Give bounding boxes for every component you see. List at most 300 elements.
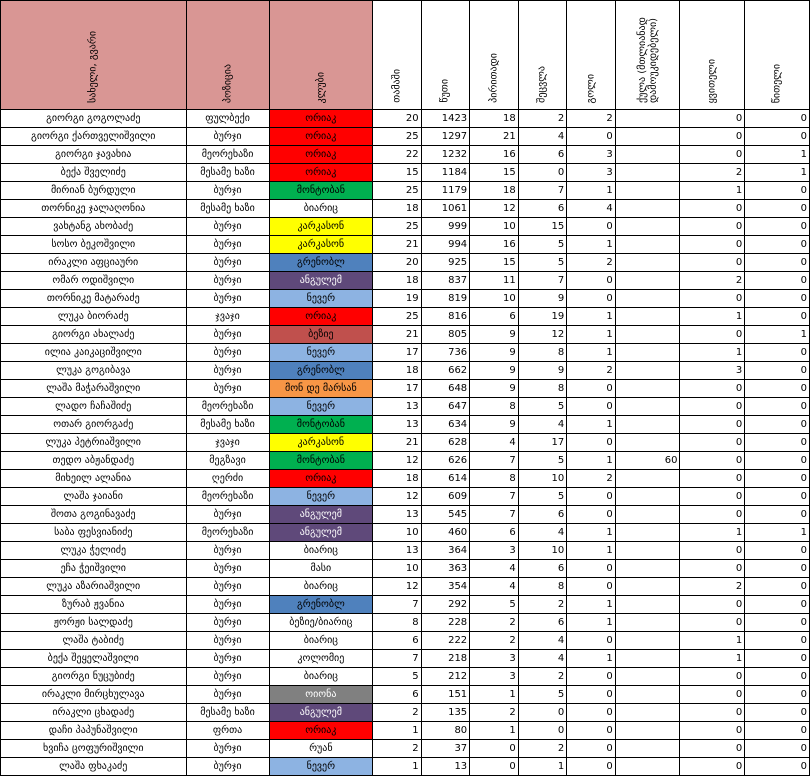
games-cell: 21 — [373, 326, 422, 344]
goals-cell: 1 — [567, 596, 616, 614]
red-cards-cell: 0 — [745, 668, 810, 686]
subs-cell: 5 — [518, 254, 567, 272]
player-name-cell: ლადო ჩაჩაშიძე — [1, 398, 187, 416]
club-cell: ანგულემ — [269, 524, 373, 542]
red-cards-cell: 0 — [745, 290, 810, 308]
starts-cell: 18 — [470, 182, 519, 200]
games-cell: 12 — [373, 488, 422, 506]
points-cell — [615, 704, 680, 722]
player-name-cell: თედო აბჟანდაძე — [1, 452, 187, 470]
games-cell: 12 — [373, 578, 422, 596]
minutes-cell: 634 — [421, 416, 470, 434]
table-row — [1, 668, 810, 686]
player-name-cell: ილია კაიკაციშვილი — [1, 344, 187, 362]
table-row — [1, 128, 810, 146]
points-cell — [615, 434, 680, 452]
subs-cell: 4 — [518, 416, 567, 434]
goals-cell: 1 — [567, 542, 616, 560]
yellow-cards-cell: 2 — [680, 578, 745, 596]
position-cell: მესამე ხაზი — [186, 704, 269, 722]
header-games-label: თამაში — [391, 69, 403, 103]
minutes-cell: 222 — [421, 632, 470, 650]
club-cell: ორიაკ — [269, 308, 373, 326]
player-name-cell: ეჩა ჭეიშვილი — [1, 560, 187, 578]
minutes-cell: 662 — [421, 362, 470, 380]
club-cell: ოიონა — [269, 686, 373, 704]
header-points-label: ქულა (მთლიანად დამოუკიდებელი) — [636, 17, 659, 103]
position-cell: ჯვაჯი — [186, 434, 269, 452]
yellow-cards-cell: 0 — [680, 254, 745, 272]
table-row — [1, 560, 810, 578]
table-row — [1, 722, 810, 740]
red-cards-cell: 0 — [745, 488, 810, 506]
player-name-cell: ლაშა ტაბიძე — [1, 632, 187, 650]
subs-cell: 4 — [518, 650, 567, 668]
red-cards-cell: 0 — [745, 416, 810, 434]
goals-cell: 2 — [567, 362, 616, 380]
points-cell — [615, 326, 680, 344]
games-cell: 10 — [373, 524, 422, 542]
yellow-cards-cell: 1 — [680, 632, 745, 650]
minutes-cell: 460 — [421, 524, 470, 542]
subs-cell: 6 — [518, 146, 567, 164]
player-name-cell: ბექა შეყელაშვილი — [1, 650, 187, 668]
red-cards-cell: 0 — [745, 434, 810, 452]
club-cell: ბიარიც — [269, 668, 373, 686]
table-row — [1, 164, 810, 182]
points-cell — [615, 506, 680, 524]
goals-cell: 0 — [567, 506, 616, 524]
club-cell: გრენობლ — [269, 596, 373, 614]
club-cell: ანგულემ — [269, 272, 373, 290]
club-cell: ბიარიც — [269, 632, 373, 650]
club-cell: მასი — [269, 560, 373, 578]
subs-cell: 9 — [518, 290, 567, 308]
header-points — [615, 1, 680, 110]
club-cell: ნევერ — [269, 398, 373, 416]
starts-cell: 12 — [470, 200, 519, 218]
red-cards-cell: 0 — [745, 110, 810, 128]
points-cell — [615, 254, 680, 272]
points-cell — [615, 398, 680, 416]
games-cell: 20 — [373, 110, 422, 128]
red-cards-cell: 0 — [745, 560, 810, 578]
position-cell: ბურჯი — [186, 578, 269, 596]
points-cell — [615, 110, 680, 128]
player-name-cell: სოსო ბეკოშვილი — [1, 236, 187, 254]
club-cell: ორიაკ — [269, 110, 373, 128]
goals-cell: 2 — [567, 254, 616, 272]
points-cell — [615, 470, 680, 488]
yellow-cards-cell: 1 — [680, 344, 745, 362]
player-name-cell: მიხეილ ალანია — [1, 470, 187, 488]
player-name-cell: ლუკა ჭელიძე — [1, 542, 187, 560]
points-cell — [615, 146, 680, 164]
subs-cell: 10 — [518, 470, 567, 488]
position-cell: ბურჯი — [186, 344, 269, 362]
points-cell — [615, 524, 680, 542]
starts-cell: 8 — [470, 470, 519, 488]
table-row — [1, 182, 810, 200]
header-position-label: პოზიცია — [222, 63, 234, 103]
minutes-cell: 819 — [421, 290, 470, 308]
club-cell: მონ დე მარსან — [269, 380, 373, 398]
table-row — [1, 596, 810, 614]
position-cell: ბურჯი — [186, 686, 269, 704]
club-cell: ბიარიც — [269, 542, 373, 560]
red-cards-cell: 0 — [745, 128, 810, 146]
club-cell: კოლომიე — [269, 650, 373, 668]
red-cards-cell: 0 — [745, 740, 810, 758]
player-name-cell: გიორგი ქართველიშვილი — [1, 128, 187, 146]
position-cell: ბურჯი — [186, 218, 269, 236]
header-name — [1, 1, 187, 110]
position-cell: ბურჯი — [186, 290, 269, 308]
subs-cell: 2 — [518, 110, 567, 128]
goals-cell: 0 — [567, 740, 616, 758]
header-red-label: წითელი — [771, 63, 783, 103]
minutes-cell: 80 — [421, 722, 470, 740]
table-row — [1, 362, 810, 380]
starts-cell: 2 — [470, 614, 519, 632]
subs-cell: 5 — [518, 686, 567, 704]
starts-cell: 5 — [470, 596, 519, 614]
points-cell — [615, 614, 680, 632]
player-name-cell: შოთა გოგინავაძე — [1, 506, 187, 524]
player-name-cell: ლუკა აზარიაშვილი — [1, 578, 187, 596]
minutes-cell: 609 — [421, 488, 470, 506]
club-cell: ორიაკ — [269, 470, 373, 488]
starts-cell: 11 — [470, 272, 519, 290]
starts-cell: 3 — [470, 650, 519, 668]
yellow-cards-cell: 0 — [680, 452, 745, 470]
games-cell: 25 — [373, 308, 422, 326]
red-cards-cell: 1 — [745, 524, 810, 542]
starts-cell: 4 — [470, 578, 519, 596]
club-cell: ნევერ — [269, 290, 373, 308]
minutes-cell: 151 — [421, 686, 470, 704]
points-cell — [615, 218, 680, 236]
starts-cell: 7 — [470, 506, 519, 524]
starts-cell: 6 — [470, 308, 519, 326]
player-name-cell: ლაშა მაჭარაშვილი — [1, 380, 187, 398]
header-minutes-label: წუთი — [439, 79, 451, 103]
table-row — [1, 686, 810, 704]
header-games — [373, 1, 422, 110]
games-cell: 10 — [373, 560, 422, 578]
red-cards-cell: 0 — [745, 236, 810, 254]
club-cell: გრენობლ — [269, 362, 373, 380]
minutes-cell: 354 — [421, 578, 470, 596]
table-row — [1, 416, 810, 434]
player-name-cell: ირაკლი აფციაური — [1, 254, 187, 272]
points-cell — [615, 740, 680, 758]
red-cards-cell: 0 — [745, 254, 810, 272]
position-cell: ბურჯი — [186, 236, 269, 254]
goals-cell: 1 — [567, 452, 616, 470]
starts-cell: 9 — [470, 362, 519, 380]
red-cards-cell: 0 — [745, 596, 810, 614]
starts-cell: 8 — [470, 398, 519, 416]
subs-cell: 4 — [518, 128, 567, 146]
table-row — [1, 290, 810, 308]
points-cell — [615, 416, 680, 434]
position-cell: ბურჯი — [186, 632, 269, 650]
minutes-cell: 1297 — [421, 128, 470, 146]
minutes-cell: 1232 — [421, 146, 470, 164]
table-row — [1, 380, 810, 398]
player-name-cell: ირაკლი ცხადაძე — [1, 704, 187, 722]
header-goals — [567, 1, 616, 110]
goals-cell: 0 — [567, 560, 616, 578]
subs-cell: 7 — [518, 182, 567, 200]
subs-cell: 8 — [518, 578, 567, 596]
club-cell: ნევერ — [269, 488, 373, 506]
games-cell: 20 — [373, 254, 422, 272]
position-cell: ბურჯი — [186, 506, 269, 524]
points-cell — [615, 668, 680, 686]
subs-cell: 2 — [518, 668, 567, 686]
club-cell: გრენობლ — [269, 254, 373, 272]
starts-cell: 7 — [470, 488, 519, 506]
position-cell: ფრთა — [186, 722, 269, 740]
starts-cell: 3 — [470, 668, 519, 686]
minutes-cell: 218 — [421, 650, 470, 668]
yellow-cards-cell: 0 — [680, 506, 745, 524]
goals-cell: 0 — [567, 578, 616, 596]
table-row — [1, 758, 810, 776]
points-cell — [615, 290, 680, 308]
position-cell: მეგზავი — [186, 452, 269, 470]
table-row — [1, 524, 810, 542]
player-name-cell: ლაშა ჯაიანი — [1, 488, 187, 506]
games-cell: 13 — [373, 506, 422, 524]
yellow-cards-cell: 0 — [680, 290, 745, 308]
yellow-cards-cell: 0 — [680, 470, 745, 488]
player-name-cell: ბექა შველიძე — [1, 164, 187, 182]
yellow-cards-cell: 0 — [680, 668, 745, 686]
games-cell: 18 — [373, 470, 422, 488]
games-cell: 25 — [373, 128, 422, 146]
points-cell — [615, 632, 680, 650]
position-cell: მეორეხაზი — [186, 524, 269, 542]
club-cell: ბიარიც — [269, 578, 373, 596]
goals-cell: 0 — [567, 272, 616, 290]
header-subs-label: შეცვლა — [536, 66, 548, 103]
goals-cell: 0 — [567, 434, 616, 452]
goals-cell: 0 — [567, 668, 616, 686]
goals-cell: 0 — [567, 380, 616, 398]
yellow-cards-cell: 1 — [680, 524, 745, 542]
goals-cell: 0 — [567, 758, 616, 776]
points-cell — [615, 488, 680, 506]
games-cell: 21 — [373, 434, 422, 452]
subs-cell: 12 — [518, 326, 567, 344]
red-cards-cell: 0 — [745, 218, 810, 236]
header-starts — [470, 1, 519, 110]
club-cell: მონტობან — [269, 452, 373, 470]
points-cell — [615, 344, 680, 362]
minutes-cell: 628 — [421, 434, 470, 452]
points-cell — [615, 758, 680, 776]
starts-cell: 6 — [470, 524, 519, 542]
starts-cell: 4 — [470, 434, 519, 452]
goals-cell: 1 — [567, 326, 616, 344]
starts-cell: 9 — [470, 416, 519, 434]
header-starts-label: პირითადი — [488, 53, 500, 103]
table-row — [1, 704, 810, 722]
goals-cell: 0 — [567, 290, 616, 308]
table-row — [1, 218, 810, 236]
subs-cell: 9 — [518, 362, 567, 380]
minutes-cell: 816 — [421, 308, 470, 326]
position-cell: ფულბექი — [186, 110, 269, 128]
red-cards-cell: 0 — [745, 758, 810, 776]
position-cell: ბურჯი — [186, 362, 269, 380]
subs-cell: 1 — [518, 758, 567, 776]
yellow-cards-cell: 0 — [680, 740, 745, 758]
red-cards-cell: 0 — [745, 272, 810, 290]
starts-cell: 1 — [470, 722, 519, 740]
minutes-cell: 363 — [421, 560, 470, 578]
yellow-cards-cell: 0 — [680, 326, 745, 344]
red-cards-cell: 0 — [745, 344, 810, 362]
points-cell — [615, 686, 680, 704]
red-cards-cell: 0 — [745, 362, 810, 380]
yellow-cards-cell: 3 — [680, 362, 745, 380]
player-name-cell: ვახტანგ ახობაძე — [1, 218, 187, 236]
goals-cell: 0 — [567, 632, 616, 650]
subs-cell: 8 — [518, 380, 567, 398]
table-row — [1, 236, 810, 254]
red-cards-cell: 0 — [745, 632, 810, 650]
yellow-cards-cell: 0 — [680, 488, 745, 506]
red-cards-cell: 0 — [745, 380, 810, 398]
header-name-label: სახელი, გვარი — [87, 31, 99, 103]
points-cell — [615, 722, 680, 740]
minutes-cell: 1061 — [421, 200, 470, 218]
table-row — [1, 308, 810, 326]
position-cell: ბურჯი — [186, 560, 269, 578]
player-name-cell: ომარ ოდიშვილი — [1, 272, 187, 290]
yellow-cards-cell: 0 — [680, 686, 745, 704]
minutes-cell: 999 — [421, 218, 470, 236]
starts-cell: 9 — [470, 326, 519, 344]
table-row — [1, 578, 810, 596]
yellow-cards-cell: 1 — [680, 182, 745, 200]
minutes-cell: 837 — [421, 272, 470, 290]
header-position — [186, 1, 269, 110]
player-name-cell: ჟორჟი სალდაძე — [1, 614, 187, 632]
points-cell — [615, 560, 680, 578]
position-cell: ბურჯი — [186, 542, 269, 560]
games-cell: 2 — [373, 740, 422, 758]
minutes-cell: 545 — [421, 506, 470, 524]
position-cell: ბურჯი — [186, 650, 269, 668]
table-row — [1, 452, 810, 470]
club-cell: ანგულემ — [269, 506, 373, 524]
yellow-cards-cell: 2 — [680, 164, 745, 182]
points-cell — [615, 362, 680, 380]
points-cell — [615, 272, 680, 290]
games-cell: 17 — [373, 344, 422, 362]
yellow-cards-cell: 0 — [680, 722, 745, 740]
position-cell: მესამე ხაზი — [186, 200, 269, 218]
player-name-cell: საბა ფესვიანიძე — [1, 524, 187, 542]
minutes-cell: 228 — [421, 614, 470, 632]
points-cell — [615, 236, 680, 254]
subs-cell: 4 — [518, 632, 567, 650]
yellow-cards-cell: 0 — [680, 704, 745, 722]
goals-cell: 2 — [567, 110, 616, 128]
header-subs — [518, 1, 567, 110]
subs-cell: 6 — [518, 200, 567, 218]
starts-cell: 4 — [470, 560, 519, 578]
games-cell: 1 — [373, 758, 422, 776]
goals-cell: 1 — [567, 182, 616, 200]
red-cards-cell: 0 — [745, 614, 810, 632]
club-cell: მონტობან — [269, 416, 373, 434]
red-cards-cell: 0 — [745, 578, 810, 596]
club-cell: რუან — [269, 740, 373, 758]
player-name-cell: ზურაბ ჟვანია — [1, 596, 187, 614]
header-minutes — [421, 1, 470, 110]
starts-cell: 10 — [470, 290, 519, 308]
starts-cell: 0 — [470, 740, 519, 758]
player-name-cell: ოთარ გიორგაძე — [1, 416, 187, 434]
player-name-cell: გიორგი ნუცუბიძე — [1, 668, 187, 686]
player-name-cell: ლუკა ბიორაძე — [1, 308, 187, 326]
goals-cell: 1 — [567, 614, 616, 632]
goals-cell: 0 — [567, 128, 616, 146]
club-cell: ორიაკ — [269, 146, 373, 164]
games-cell: 6 — [373, 686, 422, 704]
starts-cell: 2 — [470, 632, 519, 650]
minutes-cell: 364 — [421, 542, 470, 560]
position-cell: ბურჯი — [186, 272, 269, 290]
position-cell: მეორეხაზი — [186, 146, 269, 164]
table-row — [1, 650, 810, 668]
games-cell: 2 — [373, 704, 422, 722]
yellow-cards-cell: 0 — [680, 560, 745, 578]
goals-cell: 0 — [567, 686, 616, 704]
subs-cell: 17 — [518, 434, 567, 452]
position-cell: ბურჯი — [186, 182, 269, 200]
club-cell: ნევერ — [269, 344, 373, 362]
position-cell: ბურჯი — [186, 758, 269, 776]
red-cards-cell: 0 — [745, 506, 810, 524]
games-cell: 22 — [373, 146, 422, 164]
club-cell: მონტობან — [269, 182, 373, 200]
club-cell: ორიაკ — [269, 164, 373, 182]
games-cell: 6 — [373, 632, 422, 650]
club-cell: ანგულემ — [269, 704, 373, 722]
starts-cell: 21 — [470, 128, 519, 146]
header-club-label: კლუბი — [315, 71, 327, 103]
starts-cell: 7 — [470, 452, 519, 470]
minutes-cell: 1184 — [421, 164, 470, 182]
player-name-cell: ლუკა პეტრიაშვილი — [1, 434, 187, 452]
games-cell: 7 — [373, 650, 422, 668]
games-cell: 18 — [373, 272, 422, 290]
goals-cell: 1 — [567, 236, 616, 254]
starts-cell: 1 — [470, 686, 519, 704]
goals-cell: 1 — [567, 650, 616, 668]
games-cell: 13 — [373, 416, 422, 434]
yellow-cards-cell: 2 — [680, 272, 745, 290]
club-cell: ბეზიე — [269, 326, 373, 344]
minutes-cell: 292 — [421, 596, 470, 614]
